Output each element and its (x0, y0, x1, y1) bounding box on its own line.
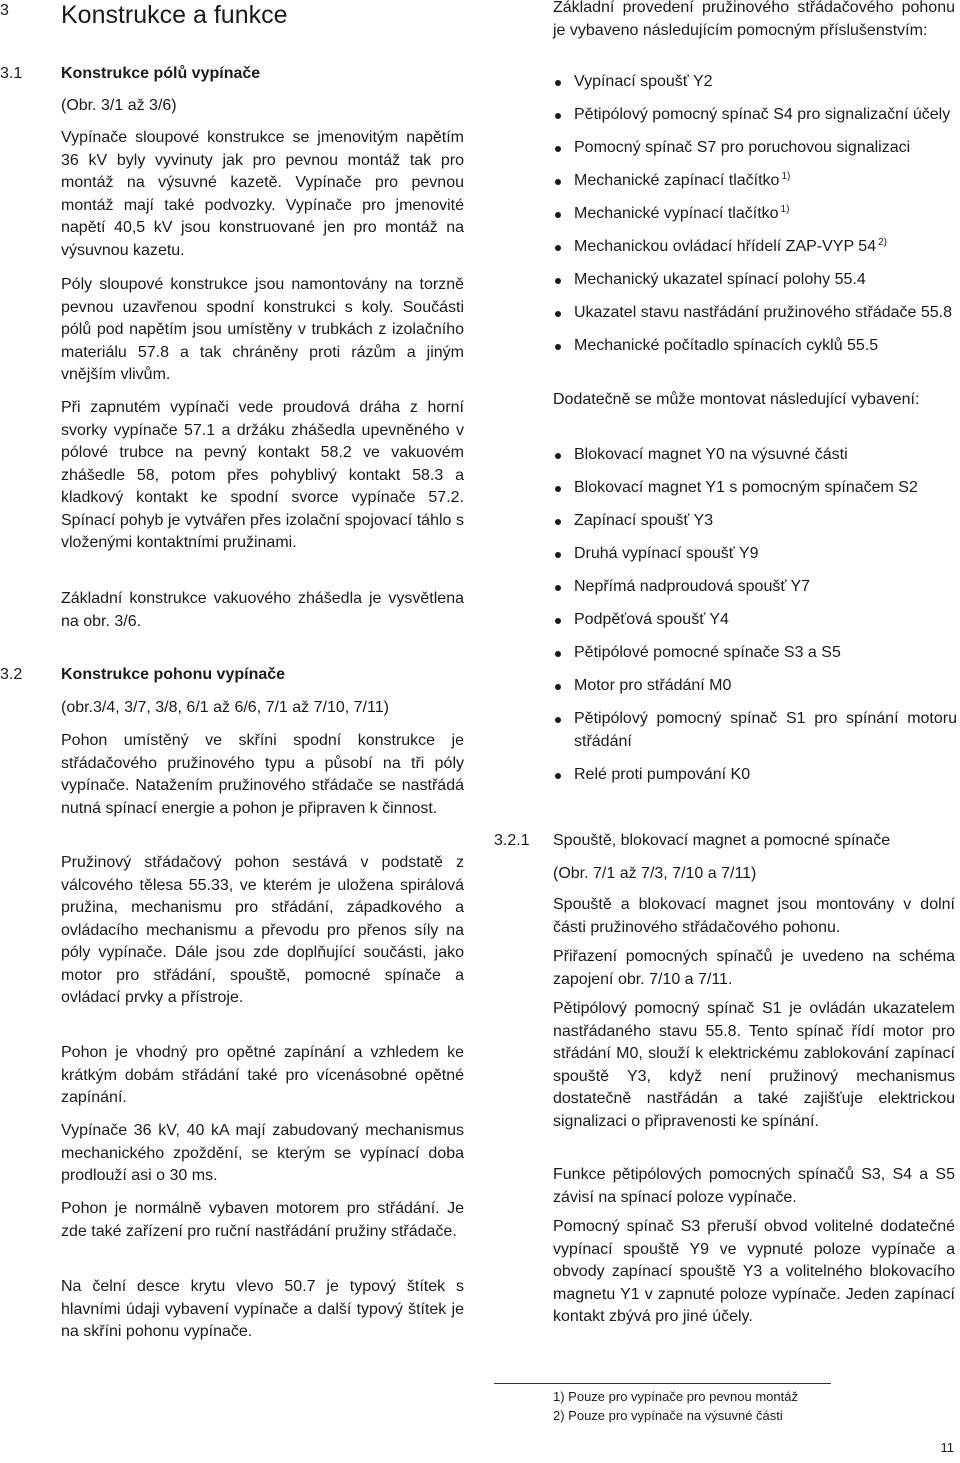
section-3-2-title: Konstrukce pohonu vypínače (61, 666, 286, 683)
section-3-2-ref: (obr.3/4, 3/7, 3/8, 6/1 až 6/6, 7/1 až 7/10, 7/11) (61, 699, 389, 716)
list-item: Motor pro střádání M0 (553, 675, 957, 698)
list-item: Blokovací magnet Y0 na výsuvné části (553, 444, 957, 467)
list-item: Mechanické vypínací tlačítko $^{1)}$ (553, 203, 957, 226)
list-item: Blokovací magnet Y1 s pomocným spínačem S2 (553, 477, 957, 500)
section-3-1-paragraph-4: Základní konstrukce vakuového zhášedla je vysvětlena na obr. 3/6. (61, 590, 464, 630)
section-3-2-1-number: 3.2.1 (494, 832, 530, 849)
section-3-2-1-paragraph-1: Spouště a blokovací magnet jsou montovány v dolní části pružinového střádačového pohonu. (553, 896, 955, 936)
list-item: Ukazatel stavu nastřádání pružinového střádače 55.8 (553, 302, 957, 325)
list-item: Mechanický ukazatel spínací polohy 55.4 (553, 269, 957, 292)
section-3-1-paragraph-3: Při zapnutém vypínači vede proudová dráha z horní svorky vypínače 57.1 a držáku zhášedla upevněného v pólové trubce na pevný kontakt 58.2 ve vakuovém zhášedle 58, potom přes pohyblivý kontakt 58.3 a kladkový kontakt ke spodní svorce vypínače 57.2. Spínací pohyb je vytvářen přes izolační spojovací táhlo s vloženými kontaktními pružinami. (61, 399, 464, 551)
section-3-2-1-title: Spouště, blokovací magnet a pomocné spínače (553, 832, 891, 849)
list-item: Vypínací spoušť Y2 (553, 71, 957, 94)
footnote-1: 1) Pouze pro vypínače pro pevnou montáž (553, 1389, 798, 1404)
page-number: 11 (940, 1440, 954, 1455)
section-3-1-title: Konstrukce pólů vypínače (61, 65, 261, 82)
list-item: Zapínací spoušť Y3 (553, 510, 957, 533)
section-3-2-paragraph-2: Pružinový střádačový pohon sestává v podstatě z válcového tělesa 55.33, ve kterém je uložena spirálová pružina, mechanismu pro střádání, západkového a ovládacího mechanismu a převodu pro přenos síly na póly vypínače. Dále jsou zde doplňující součásti, jako motor pro střádání, spouště, pomocné spínače a ovládací prvky a přístroje. (61, 854, 464, 1006)
section-3-1-paragraph-1: Vypínače sloupové konstrukce se jmenovitým napětím 36 kV byly vyvinuty jak pro pevnou montáž tak pro montáž na výsuvné kazetě. Vypínače pro pevnou montáž mají také podvozky. Vypínače pro jmenovité napětí 40,5 kV jsou konstruované jen pro montáž na výsuvnou kazetu. (61, 129, 464, 259)
section-3-2-1-ref: (Obr. 7/1 až 7/3, 7/10 a 7/11) (553, 865, 757, 882)
footnote-ref: 1) (780, 204, 790, 215)
section-3-2-paragraph-6: Na čelní desce krytu vlevo 50.7 je typový štítek s hlavními údaji vybavení vypínače a další typový štítek je na skříni pohonu vypínače. (61, 1278, 464, 1340)
list-item: Mechanické počítadlo spínacích cyklů 55.5 (553, 335, 957, 358)
list-item: Pětipólový pomocný spínač S1 pro spínání motoru střádání (553, 708, 957, 753)
list-item: Nepřímá nadproudová spoušť Y7 (553, 576, 957, 599)
list-item: Mechanickou ovládací hřídelí ZAP-VYP 54 $^{2)}$ (553, 236, 957, 259)
list-item: Pětipólový pomocný spínač S4 pro signalizační účely (553, 104, 957, 127)
additional-equipment-list (553, 444, 957, 797)
list-item: Pětipólové pomocné spínače S3 a S5 (553, 642, 957, 665)
footnote-2: 2) Pouze pro vypínače na výsuvné části (553, 1408, 783, 1423)
section-3-2-1-paragraph-4: Funkce pětipólových pomocných spínačů S3, S4 a S5 závisí na spínací poloze vypínače. (553, 1166, 955, 1206)
additional-equipment-intro: Dodatečně se může montovat následující vybavení: (553, 391, 920, 408)
footnote-divider (494, 1383, 831, 1384)
section-3-2-1-paragraph-5: Pomocný spínač S3 přeruší obvod volitelné dodatečné vypínací spouště Y9 ve vypnuté poloze vypínače a obvody zapínací spouště Y3 a volitelného blokovacího magnetu Y1 v zapnuté poloze vypínače. Jeden zapínací kontakt zbývá pro jiné účely. (553, 1218, 955, 1325)
basic-equipment-intro: Základní provedení pružinového střádačového pohonu je vybaveno následujícím pomocným příslušenstvím: (553, 0, 955, 39)
footnote-ref: 2) (878, 237, 887, 248)
footnote-ref: 1) (781, 171, 791, 182)
section-3-2-paragraph-5: Pohon je normálně vybaven motorem pro střádání. Je zde také zařízení pro ruční nastřádání pružiny střádače. (61, 1200, 464, 1240)
section-3-2-paragraph-3: Pohon je vhodný pro opětné zapínání a vzhledem ke krátkým dobám střádání také pro vícenásobné opětné zapínání. (61, 1044, 464, 1106)
list-item: Mechanické zapínací tlačítko $^{1)}$ (553, 170, 957, 193)
section-3-1-paragraph-2: Póly sloupové konstrukce jsou namontovány na torzně pevnou uzavřenou spodní konstrukci s koly. Součásti pólů pod napětím jsou umístěny v trubkách z izolačního materiálu 57.8 a tak chráněny proti rázům a jiným vnějším vlivům. (61, 276, 464, 383)
list-item: Druhá vypínací spoušť Y9 (553, 543, 957, 566)
section-3-2-number: 3.2 (0, 666, 23, 683)
section-3-1-ref: (Obr. 3/1 až 3/6) (61, 97, 177, 114)
list-item: Relé proti pumpování K0 (553, 764, 957, 787)
chapter-title: Konstrukce a funkce (61, 1, 288, 29)
section-3-2-1-paragraph-2: Přiřazení pomocných spínačů je uvedeno na schéma zapojení obr. 7/10 a 7/11. (553, 948, 955, 988)
section-3-1-number: 3.1 (0, 65, 23, 82)
section-3-2-1-paragraph-3: Pětipólový pomocný spínač S1 je ovládán ukazatelem nastřádaného stavu 55.8. Tento spínač řídí motor pro střádání M0, slouží k elektrickému zablokování zapínací spouště Y3, když není pružinový mechanismus dostatečně nastřádán a také zajišťuje elektrickou signalizaci o připravenosti ke spínání. (553, 1000, 955, 1130)
list-item: Podpěťová spoušť Y4 (553, 609, 957, 632)
section-3-2-paragraph-1: Pohon umístěný ve skříni spodní konstrukce je střádačového pružinového typu a působí na tři póly vypínače. Natažením pružinového střádače se nastřádá nutná spínací energie a pohon je připraven k činnost. (61, 732, 464, 817)
list-item: Pomocný spínač S7 pro poruchovou signalizaci (553, 137, 957, 160)
basic-equipment-list (553, 71, 957, 368)
chapter-number: 3 (0, 2, 9, 19)
section-3-2-paragraph-4: Vypínače 36 kV, 40 kA mají zabudovaný mechanismus mechanického zpoždění, se kterým se vypínací doba prodlouží asi o 30 ms. (61, 1122, 464, 1184)
